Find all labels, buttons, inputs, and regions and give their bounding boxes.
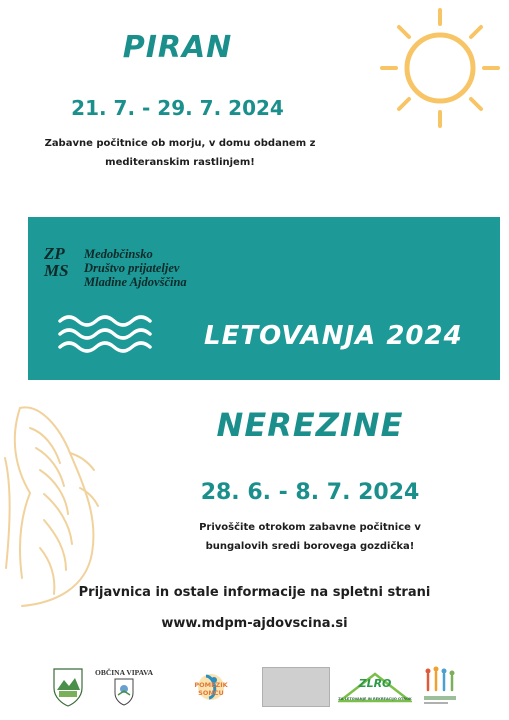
org-line-3: Mladine Ajdovščina [84,275,187,289]
nerezine-dates: 28. 6. - 8. 7. 2024 [200,480,420,505]
footer-logo-zavod [418,665,462,709]
piran-description [20,134,340,172]
letovanja-headline: LETOVANJA 2024 [204,321,463,351]
footer-logo-obcina-vipava [88,665,160,709]
nerezine-desc-line-2: bungalovih sredi borovega gozdička! [205,541,415,552]
website-link[interactable]: www.mdpm-ajdovscina.si [161,616,348,631]
footer-logo-zlro [338,665,412,709]
piran-desc-line-2: mediteranskim rastlinjem! [105,157,255,168]
sun-illustration [372,0,509,150]
zlro-subtitle: ZA LETOVANJE IN REKREACIJO OTROK [338,697,412,701]
nerezine-description [130,518,490,556]
waves-icon [56,309,162,359]
zlro-text: ZLRO [358,677,392,690]
piran-dates: 21. 7. - 29. 7. 2024 [71,96,284,120]
teal-banner [28,217,500,380]
footer-logo-pomezik-soncu [166,665,256,709]
org-line-2: Društvo prijateljev [84,261,180,275]
zpms-logo [44,245,69,279]
nerezine-title: NEREZINE [216,406,404,444]
logo-mark-top: ZP [44,244,65,263]
piran-desc-line-1: Zabavne počitnice ob morju, v domu obdanem z [44,138,316,149]
org-name [84,247,187,289]
logo-mark-bottom: MS [44,261,69,280]
info-text: Prijavnica in ostale informacije na spletni strani [78,585,431,600]
org-line-1: Medobčinsko [84,247,153,261]
shell-illustration [0,398,102,610]
obcina-vipava-text: OBČINA VIPAVA [94,667,153,677]
pomezik-text: POMEZIK SONCU [194,681,228,697]
footer-logo-obcina-ajdovscina [50,665,86,709]
moj-dan-logo-box [262,667,330,707]
footer-logo-moj-dan [262,665,330,709]
nerezine-desc-line-1: Privoščite otrokom zabavne počitnice v [199,522,421,533]
piran-title: PIRAN [122,30,233,65]
